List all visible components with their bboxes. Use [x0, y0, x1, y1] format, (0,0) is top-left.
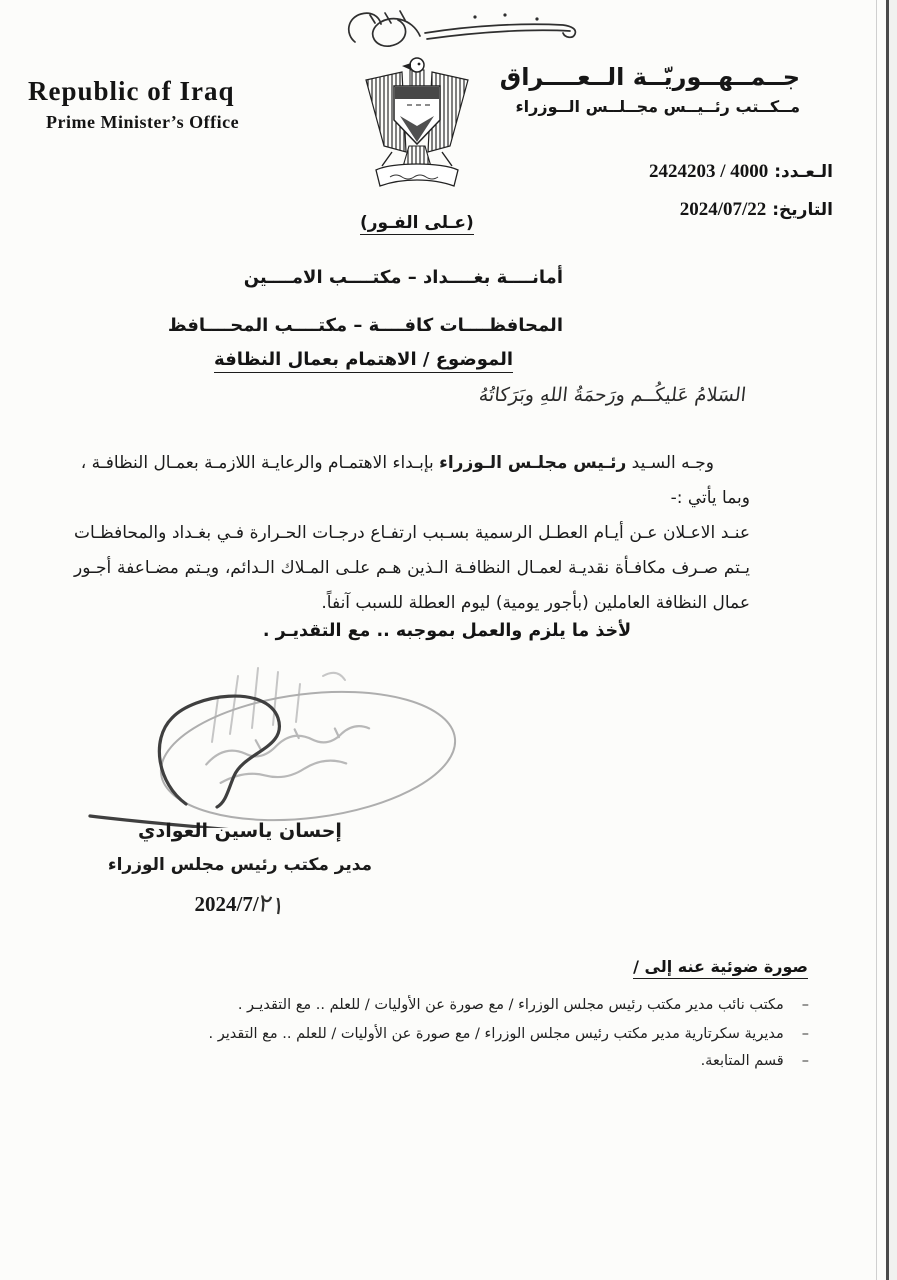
ref-date-value: 2024/07/22	[679, 199, 767, 220]
body-p1-prefix: وجـه السـيد	[626, 453, 714, 473]
signature-date	[85, 888, 395, 921]
body-paragraph-1	[74, 446, 750, 481]
cc-item-text: مكتب نائب مدير مكتب رئيس مجلس الوزراء / مع صورة عن الأوليات / للعلم .. مع التقديـر .	[237, 997, 784, 1013]
cc-item	[209, 1026, 809, 1042]
ref-number-value: 4000 / 2424203	[649, 161, 769, 182]
signatory-title: مدير مكتب رئيس مجلس الوزراء	[107, 855, 373, 875]
dash-icon: –	[801, 1053, 809, 1069]
dash-icon: –	[801, 997, 809, 1013]
prime-minister-bold: رئـيس مجلـس الـوزراء	[439, 453, 627, 473]
dash-icon: –	[801, 1026, 809, 1042]
urgency-note: (عـلى الفـور)	[360, 213, 474, 233]
page-edge-margin	[889, 0, 897, 1280]
arabic-letterhead	[500, 60, 800, 120]
page-edge-light-line	[876, 0, 877, 1280]
arabic-title: جــمــهــوريّــة الــعــــراق	[499, 63, 800, 91]
oval-office-stamp-icon	[154, 676, 463, 828]
subject-line: الموضوع / الاهتمام بعمال النظافة	[214, 349, 513, 373]
closing-line: لأخذ ما يلزم والعمل بموجبه .. مع التقديـر .	[262, 621, 632, 641]
cc-title: صورة ضوئية عنه إلى /	[633, 957, 808, 979]
body-paragraph-2: وبما يأتي :-	[670, 488, 750, 508]
signature-and-stamp	[68, 656, 538, 828]
body-p1-suffix: بإبـداء الاهتمـام والرعايـة اللازمـة بعمـال النظافـة ،	[80, 453, 440, 473]
signatory-name: إحسان ياسين العوادي	[138, 820, 342, 842]
greeting-line: السَلامُ عَليكُــم ورَحمَةُ اللهِ وبَرَكاتُهُ	[477, 384, 748, 406]
recipient-line: المحافظــــات كافــــة – مكتــــب المحــــافظ	[167, 315, 563, 336]
reference-block	[649, 153, 833, 229]
ref-number-row	[649, 153, 833, 191]
ref-number-label: الـعـدد:	[774, 162, 833, 182]
body-paragraph-3: عنـد الاعـلان عـن أيـام العطـل الرسمية بسـبب ارتفـاع درجـات الحـرارة فـي بغـداد والمحافظـات يـتم صـرف مكافـأة نقديـة لعمـال النظافـة الـذين هـم علـى المـلاك الـدائم، ويـتم مضـاعفة أجـور عمال النظافة العاملين (بأجور يومية) ليوم العطلة للسبب آنفاً.	[74, 523, 750, 613]
ref-date-label: التاريخ:	[772, 200, 833, 220]
cc-item-text: قسم المتابعة.	[700, 1053, 784, 1069]
english-subtitle: Prime Minister’s Office	[46, 112, 240, 132]
iraq-coat-of-arms-icon	[362, 54, 472, 190]
signature-date-handwritten-day: ٢١	[256, 888, 288, 921]
handwritten-signature-icon	[90, 696, 404, 828]
cc-item	[238, 997, 809, 1013]
signature-date-printed: 2024/7/	[194, 892, 259, 916]
arabic-subtitle: مــكــتب رئــيــس مجــلــس الــوزراء	[515, 97, 800, 116]
letter-body	[74, 446, 750, 621]
recipients-block	[168, 254, 563, 350]
bismillah-calligraphy-icon	[325, 6, 590, 54]
cc-item	[701, 1053, 809, 1069]
english-title: Republic of Iraq	[28, 76, 235, 106]
ref-date-row	[649, 191, 833, 229]
cc-item-text: مديرية سكرتارية مدير مكتب رئيس مجلس الوزراء / مع صورة عن الأوليات / للعلم .. مع التقدير .	[208, 1026, 784, 1042]
recipient-line: أمانــــة بغــــداد – مكتــــب الامــــين	[243, 267, 563, 288]
